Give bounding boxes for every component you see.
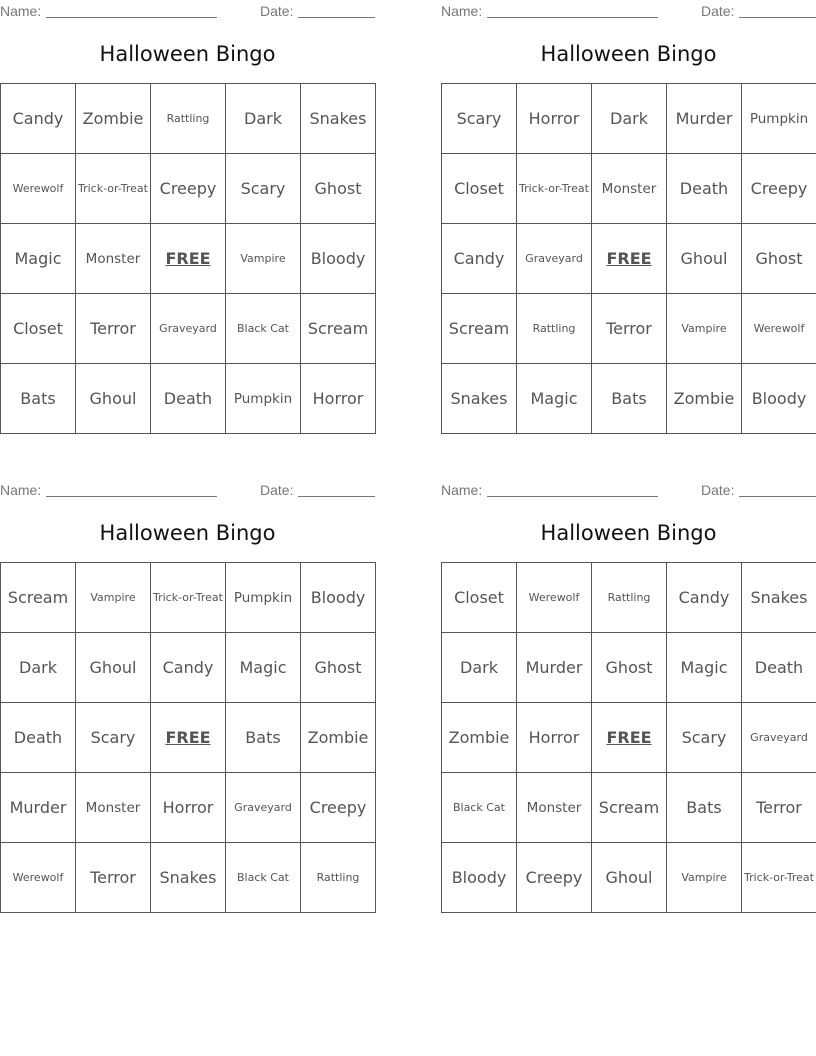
bingo-cell: Ghost [301, 633, 376, 703]
free-cell: FREE [592, 224, 667, 294]
grid-row [442, 633, 816, 703]
bingo-cell: Bloody [301, 563, 376, 633]
bingo-cell: Terror [76, 843, 151, 913]
date-line [298, 17, 375, 18]
bingo-card-4 [441, 479, 816, 919]
bingo-cell: Candy [667, 563, 742, 633]
bingo-cell: Vampire [76, 563, 151, 633]
bingo-cell: Scream [592, 773, 667, 843]
bingo-cell: Werewolf [517, 563, 592, 633]
bingo-cell: Zombie [76, 84, 151, 154]
bingo-cell: Closet [1, 294, 76, 364]
card-title: Halloween Bingo [99, 42, 276, 66]
bingo-grid [0, 83, 376, 434]
bingo-cell: Candy [442, 224, 517, 294]
bingo-cell: Horror [301, 364, 376, 434]
bingo-cell: Bloody [742, 364, 816, 434]
name-label: Name: [0, 482, 42, 498]
grid-row [1, 773, 376, 843]
date-line [298, 496, 375, 497]
name-line [46, 17, 217, 18]
bingo-cell: Horror [517, 703, 592, 773]
bingo-cell: Werewolf [1, 843, 76, 913]
bingo-cell: Magic [517, 364, 592, 434]
bingo-cell: Magic [1, 224, 76, 294]
bingo-cell: Creepy [151, 154, 226, 224]
bingo-cell: Dark [1, 633, 76, 703]
bingo-cell: Murder [517, 633, 592, 703]
bingo-cell: Dark [592, 84, 667, 154]
name-line [487, 496, 658, 497]
bingo-cell: Rattling [301, 843, 376, 913]
bingo-cell: Creepy [301, 773, 376, 843]
bingo-cell: Death [151, 364, 226, 434]
bingo-cell: Pumpkin [226, 364, 301, 434]
bingo-grid [441, 83, 816, 434]
bingo-cell: Trick-or-Treat [517, 154, 592, 224]
bingo-cell: Graveyard [742, 703, 816, 773]
bingo-cell: Scary [76, 703, 151, 773]
bingo-cell: Zombie [442, 703, 517, 773]
name-label: Name: [441, 3, 483, 19]
grid-row [1, 843, 376, 913]
date-line [739, 17, 816, 18]
bingo-cell: Snakes [151, 843, 226, 913]
bingo-cell: Bats [226, 703, 301, 773]
bingo-cell: Horror [517, 84, 592, 154]
grid-row [1, 563, 376, 633]
bingo-card-3 [0, 479, 375, 919]
free-cell: FREE [151, 703, 226, 773]
bingo-cell: Rattling [517, 294, 592, 364]
bingo-cell: Monster [76, 224, 151, 294]
name-label: Name: [441, 482, 483, 498]
bingo-cell: Creepy [517, 843, 592, 913]
bingo-cell: Ghoul [76, 364, 151, 434]
bingo-cell: Murder [1, 773, 76, 843]
bingo-cell: Rattling [151, 84, 226, 154]
card-title: Halloween Bingo [540, 521, 717, 545]
grid-row [1, 703, 376, 773]
bingo-card-1 [0, 0, 375, 440]
date-label: Date: [260, 482, 294, 498]
bingo-cell: Terror [742, 773, 816, 843]
bingo-cell: Creepy [742, 154, 816, 224]
bingo-cell: Scream [442, 294, 517, 364]
bingo-cell: Bats [592, 364, 667, 434]
bingo-cell: Monster [517, 773, 592, 843]
name-line [487, 17, 658, 18]
bingo-cell: Vampire [667, 843, 742, 913]
bingo-cell: Ghost [301, 154, 376, 224]
bingo-cell: Black Cat [226, 843, 301, 913]
bingo-cell: Bats [667, 773, 742, 843]
bingo-cell: Trick-or-Treat [151, 563, 226, 633]
bingo-cell: Pumpkin [742, 84, 816, 154]
bingo-cell: Bloody [442, 843, 517, 913]
card-header [441, 0, 816, 22]
bingo-cell: Graveyard [226, 773, 301, 843]
name-line [46, 496, 217, 497]
bingo-cell: Death [1, 703, 76, 773]
bingo-cell: Monster [592, 154, 667, 224]
bingo-cell: Bloody [301, 224, 376, 294]
grid-row [1, 84, 376, 154]
bingo-cell: Ghoul [592, 843, 667, 913]
grid-row [442, 843, 816, 913]
bingo-cell: Candy [1, 84, 76, 154]
bingo-cell: Scary [442, 84, 517, 154]
grid-row [1, 224, 376, 294]
bingo-cell: Scream [1, 563, 76, 633]
bingo-cell: Murder [667, 84, 742, 154]
date-label: Date: [701, 3, 735, 19]
bingo-cell: Death [742, 633, 816, 703]
card-header [441, 479, 816, 501]
bingo-grid [441, 562, 816, 913]
bingo-cell: Scary [667, 703, 742, 773]
bingo-cell: Bats [1, 364, 76, 434]
bingo-cell: Terror [592, 294, 667, 364]
name-label: Name: [0, 3, 42, 19]
bingo-cell: Magic [226, 633, 301, 703]
bingo-cell: Trick-or-Treat [76, 154, 151, 224]
bingo-cell: Scream [301, 294, 376, 364]
date-line [739, 496, 816, 497]
card-header [0, 479, 375, 501]
bingo-cell: Black Cat [442, 773, 517, 843]
grid-row [442, 563, 816, 633]
bingo-cell: Vampire [667, 294, 742, 364]
bingo-cell: Death [667, 154, 742, 224]
bingo-cell: Zombie [667, 364, 742, 434]
bingo-cell: Ghost [592, 633, 667, 703]
bingo-cell: Terror [76, 294, 151, 364]
bingo-cell: Ghost [742, 224, 816, 294]
bingo-cell: Snakes [301, 84, 376, 154]
bingo-cell: Werewolf [1, 154, 76, 224]
bingo-cell: Zombie [301, 703, 376, 773]
bingo-cell: Monster [76, 773, 151, 843]
bingo-cell: Candy [151, 633, 226, 703]
free-cell: FREE [151, 224, 226, 294]
bingo-cell: Closet [442, 154, 517, 224]
bingo-cell: Closet [442, 563, 517, 633]
bingo-cell: Ghoul [667, 224, 742, 294]
card-title: Halloween Bingo [99, 521, 276, 545]
bingo-cell: Graveyard [517, 224, 592, 294]
bingo-cell: Rattling [592, 563, 667, 633]
bingo-cell: Scary [226, 154, 301, 224]
bingo-cell: Snakes [442, 364, 517, 434]
date-label: Date: [260, 3, 294, 19]
grid-row [442, 224, 816, 294]
bingo-card-2 [441, 0, 816, 440]
free-cell: FREE [592, 703, 667, 773]
bingo-cell: Pumpkin [226, 563, 301, 633]
bingo-grid [0, 562, 376, 913]
bingo-cell: Snakes [742, 563, 816, 633]
grid-row [442, 364, 816, 434]
grid-row [1, 294, 376, 364]
grid-row [442, 84, 816, 154]
card-title: Halloween Bingo [540, 42, 717, 66]
bingo-cell: Graveyard [151, 294, 226, 364]
bingo-cell: Dark [226, 84, 301, 154]
grid-row [442, 773, 816, 843]
bingo-cell: Werewolf [742, 294, 816, 364]
bingo-cell: Black Cat [226, 294, 301, 364]
card-header [0, 0, 375, 22]
grid-row [1, 364, 376, 434]
grid-row [442, 703, 816, 773]
grid-row [1, 633, 376, 703]
grid-row [442, 154, 816, 224]
bingo-cell: Vampire [226, 224, 301, 294]
grid-row [442, 294, 816, 364]
date-label: Date: [701, 482, 735, 498]
bingo-cell: Dark [442, 633, 517, 703]
bingo-cell: Horror [151, 773, 226, 843]
bingo-cell: Ghoul [76, 633, 151, 703]
bingo-cell: Magic [667, 633, 742, 703]
grid-row [1, 154, 376, 224]
bingo-cell: Trick-or-Treat [742, 843, 816, 913]
